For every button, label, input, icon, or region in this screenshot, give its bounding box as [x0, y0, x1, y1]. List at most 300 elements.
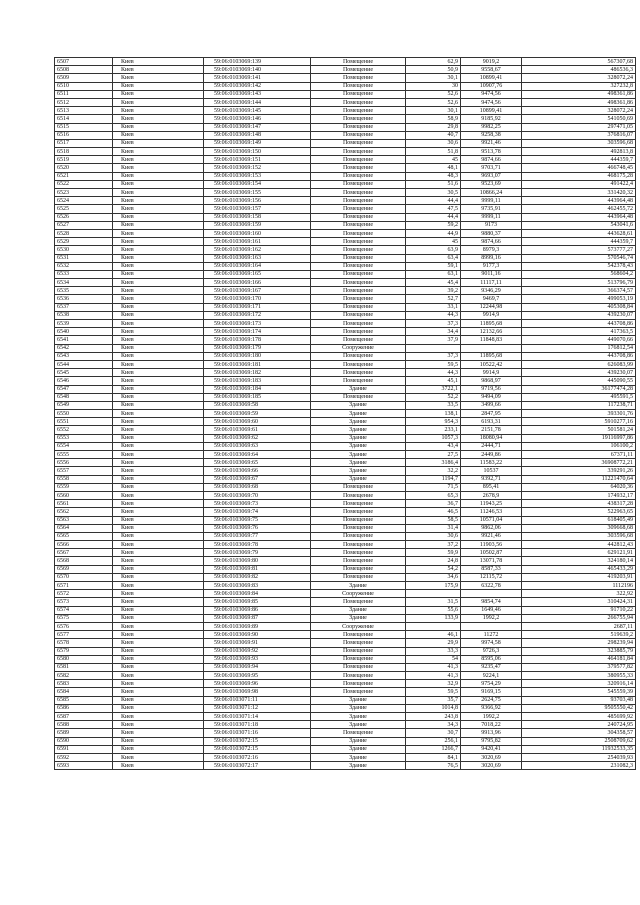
- table-row: [55, 418, 636, 426]
- city-cell: Киев: [113, 541, 204, 549]
- cadastral-value-cell: 573777,27: [522, 246, 636, 254]
- row-number: 6536: [55, 295, 113, 303]
- city-cell: Киев: [113, 475, 204, 483]
- row-number: 6556: [55, 459, 113, 467]
- cadastral-value-cell: 339291,26: [522, 467, 636, 475]
- table-row: [55, 295, 636, 303]
- city-cell: Киев: [113, 655, 204, 663]
- table-row: [55, 197, 636, 205]
- area-cell: 1194,7: [406, 475, 461, 483]
- area-cell: 31,4: [406, 524, 461, 532]
- city-cell: Киев: [113, 680, 204, 688]
- rate-cell: 9921,46: [461, 139, 522, 147]
- object-type-cell: Помещение: [311, 680, 406, 688]
- cadastral-value-cell: 91710,22: [522, 606, 636, 614]
- object-type-cell: Здание: [311, 459, 406, 467]
- cadastral-value-cell: 465433,29: [522, 565, 636, 573]
- rate-cell: 9346,29: [461, 287, 522, 295]
- row-number: 6522: [55, 180, 113, 188]
- object-type-cell: Помещение: [311, 598, 406, 606]
- row-number: 6526: [55, 213, 113, 221]
- area-cell: 27,5: [406, 451, 461, 459]
- object-type-cell: Помещение: [311, 631, 406, 639]
- cadastral-number-cell: 59:06:0103069:185: [204, 393, 311, 401]
- object-type-cell: Помещение: [311, 270, 406, 278]
- rate-cell: 9914,9: [461, 311, 522, 319]
- city-cell: Киев: [113, 418, 204, 426]
- object-type-cell: Помещение: [311, 148, 406, 156]
- rate-cell: 9921,46: [461, 532, 522, 540]
- row-number: 6565: [55, 532, 113, 540]
- cadastral-value-cell: 498361,86: [522, 98, 636, 106]
- object-type-cell: Помещение: [311, 164, 406, 172]
- row-number: 6569: [55, 565, 113, 573]
- cadastral-number-cell: 59:06:0103069:182: [204, 369, 311, 377]
- object-type-cell: Помещение: [311, 82, 406, 90]
- object-type-cell: Помещение: [311, 205, 406, 213]
- cadastral-value-cell: 11221470,64: [522, 475, 636, 483]
- rate-cell: 9258,38: [461, 131, 522, 139]
- object-type-cell: Здание: [311, 606, 406, 614]
- table-row: [55, 139, 636, 147]
- object-type-cell: Помещение: [311, 254, 406, 262]
- area-cell: 954,3: [406, 418, 461, 426]
- table-row: [55, 229, 636, 237]
- table-row: [55, 189, 636, 197]
- cadastral-value-cell: 498361,86: [522, 90, 636, 98]
- cadastral-number-cell: 59:06:0103071:12: [204, 704, 311, 712]
- table-row: [55, 115, 636, 123]
- cadastral-value-cell: 443964,48: [522, 197, 636, 205]
- area-cell: 34,4: [406, 328, 461, 336]
- row-number: 6519: [55, 156, 113, 164]
- area-cell: 52,6: [406, 90, 461, 98]
- rate-cell: 9185,92: [461, 115, 522, 123]
- object-type-cell: Помещение: [311, 90, 406, 98]
- object-type-cell: Помещение: [311, 639, 406, 647]
- cadastral-number-cell: 59:06:0103069:60: [204, 418, 311, 426]
- city-cell: Киев: [113, 483, 204, 491]
- cadastral-value-cell: 19116997,86: [522, 434, 636, 442]
- table-row: [55, 180, 636, 188]
- cadastral-value-cell: 513796,79: [522, 279, 636, 287]
- city-cell: Киев: [113, 369, 204, 377]
- table-row: [55, 516, 636, 524]
- city-cell: Киев: [113, 565, 204, 573]
- object-type-cell: Помещение: [311, 229, 406, 237]
- cadastral-value-cell: 449070,66: [522, 336, 636, 344]
- object-type-cell: Помещение: [311, 189, 406, 197]
- object-type-cell: Помещение: [311, 688, 406, 696]
- table-row: [55, 549, 636, 557]
- row-number: 6566: [55, 541, 113, 549]
- rate-cell: 8595,06: [461, 655, 522, 663]
- area-cell: 59,5: [406, 688, 461, 696]
- cadastral-number-cell: 59:06:0103069:157: [204, 205, 311, 213]
- cadastral-number-cell: 59:06:0103069:156: [204, 197, 311, 205]
- cadastral-value-cell: 626083,99: [522, 360, 636, 368]
- cadastral-value-cell: 298239,94: [522, 639, 636, 647]
- cadastral-number-cell: 59:06:0103069:80: [204, 557, 311, 565]
- cadastral-value-cell: 5910277,16: [522, 418, 636, 426]
- cadastral-value-cell: 462455,72: [522, 205, 636, 213]
- rate-cell: 12115,72: [461, 573, 522, 581]
- city-cell: Киев: [113, 311, 204, 319]
- rate-cell: 9224,1: [461, 672, 522, 680]
- cadastral-value-cell: 545559,39: [522, 688, 636, 696]
- cadastral-number-cell: 59:06:0103069:77: [204, 532, 311, 540]
- object-type-cell: Помещение: [311, 565, 406, 573]
- city-cell: Киев: [113, 508, 204, 516]
- row-number: 6510: [55, 82, 113, 90]
- row-number: 6573: [55, 598, 113, 606]
- cadastral-value-cell: 254039,93: [522, 753, 636, 761]
- table-row: [55, 524, 636, 532]
- object-type-cell: Здание: [311, 442, 406, 450]
- area-cell: 47,5: [406, 205, 461, 213]
- row-number: 6537: [55, 303, 113, 311]
- cadastral-number-cell: 59:06:0103069:86: [204, 606, 311, 614]
- area-cell: 35,7: [406, 696, 461, 704]
- table-row: [55, 369, 636, 377]
- cadastral-value-cell: 240724,95: [522, 721, 636, 729]
- row-number: 6533: [55, 270, 113, 278]
- city-cell: Киев: [113, 729, 204, 737]
- row-number: 6515: [55, 123, 113, 131]
- cadastral-value-cell: 231082,3: [522, 762, 636, 770]
- cadastral-number-cell: 59:06:0103069:146: [204, 115, 311, 123]
- rate-cell: 10537: [461, 467, 522, 475]
- area-cell: 43,4: [406, 442, 461, 450]
- table-row: [55, 156, 636, 164]
- city-cell: Киев: [113, 221, 204, 229]
- cadastral-value-cell: 501581,24: [522, 426, 636, 434]
- cadastral-number-cell: 59:06:0103069:74: [204, 508, 311, 516]
- row-number: 6588: [55, 721, 113, 729]
- city-cell: Киев: [113, 328, 204, 336]
- cadastral-value-cell: 543041,6: [522, 221, 636, 229]
- area-cell: 51,8: [406, 148, 461, 156]
- object-type-cell: Помещение: [311, 336, 406, 344]
- table-row: [55, 655, 636, 663]
- row-number: 6516: [55, 131, 113, 139]
- cadastral-number-cell: 59:06:0103069:167: [204, 287, 311, 295]
- row-number: 6523: [55, 189, 113, 197]
- city-cell: Киев: [113, 491, 204, 499]
- cadastral-number-cell: 59:06:0103069:160: [204, 229, 311, 237]
- area-cell: 48,1: [406, 164, 461, 172]
- row-number: 6532: [55, 262, 113, 270]
- cadastral-number-cell: 59:06:0103069:147: [204, 123, 311, 131]
- rate-cell: 2444,71: [461, 442, 522, 450]
- cadastral-value-cell: 366374,57: [522, 287, 636, 295]
- object-type-cell: Здание: [311, 434, 406, 442]
- city-cell: Киев: [113, 762, 204, 770]
- row-number: 6525: [55, 205, 113, 213]
- object-type-cell: Сооружение: [311, 622, 406, 630]
- cadastral-value-cell: 106100,2: [522, 442, 636, 450]
- cadastral-number-cell: 59:06:0103069:76: [204, 524, 311, 532]
- area-cell: 50,9: [406, 66, 461, 74]
- city-cell: Киев: [113, 614, 204, 622]
- object-type-cell: Помещение: [311, 541, 406, 549]
- area-cell: 65,3: [406, 491, 461, 499]
- object-type-cell: Помещение: [311, 197, 406, 205]
- object-type-cell: Помещение: [311, 500, 406, 508]
- area-cell: 3186,4: [406, 459, 461, 467]
- table-row: [55, 344, 636, 352]
- row-number: 6538: [55, 311, 113, 319]
- city-cell: Киев: [113, 672, 204, 680]
- object-type-cell: Помещение: [311, 393, 406, 401]
- rate-cell: 8979,3: [461, 246, 522, 254]
- cadastral-value-cell: 445090,55: [522, 377, 636, 385]
- object-type-cell: Помещение: [311, 295, 406, 303]
- cadastral-number-cell: 59:06:0103069:85: [204, 598, 311, 606]
- cadastral-number-cell: 59:06:0103069:165: [204, 270, 311, 278]
- area-cell: 29,9: [406, 639, 461, 647]
- table-row: [55, 606, 636, 614]
- row-number: 6584: [55, 688, 113, 696]
- city-cell: Киев: [113, 66, 204, 74]
- area-cell: 34,3: [406, 721, 461, 729]
- object-type-cell: Помещение: [311, 213, 406, 221]
- area-cell: 37,2: [406, 541, 461, 549]
- cadastral-value-cell: 464181,84: [522, 655, 636, 663]
- rate-cell: 2449,86: [461, 451, 522, 459]
- object-type-cell: Помещение: [311, 483, 406, 491]
- object-type-cell: Помещение: [311, 516, 406, 524]
- area-cell: 1266,7: [406, 745, 461, 753]
- row-number: 6553: [55, 434, 113, 442]
- cadastral-value-cell: 376816,07: [522, 131, 636, 139]
- rate-cell: 11895,68: [461, 320, 522, 328]
- cadastral-number-cell: 59:06:0103071:16: [204, 729, 311, 737]
- row-number: 6571: [55, 582, 113, 590]
- cadastral-value-cell: 499053,19: [522, 295, 636, 303]
- rate-cell: 9726,3: [461, 647, 522, 655]
- area-cell: 138,1: [406, 410, 461, 418]
- city-cell: Киев: [113, 467, 204, 475]
- area-cell: 63,4: [406, 254, 461, 262]
- table-row: [55, 573, 636, 581]
- row-number: 6590: [55, 737, 113, 745]
- row-number: 6541: [55, 336, 113, 344]
- row-number: 6513: [55, 107, 113, 115]
- cadastral-value-cell: 1112196: [522, 582, 636, 590]
- table-row: [55, 393, 636, 401]
- area-cell: 1057,3: [406, 434, 461, 442]
- row-number: 6564: [55, 524, 113, 532]
- cadastral-number-cell: 59:06:0103071:18: [204, 721, 311, 729]
- cadastral-number-cell: 59:06:0103069:171: [204, 303, 311, 311]
- row-number: 6586: [55, 704, 113, 712]
- rate-cell: 2624,75: [461, 696, 522, 704]
- table-row: [55, 557, 636, 565]
- table-row: [55, 238, 636, 246]
- row-number: 6578: [55, 639, 113, 647]
- rate-cell: 895,41: [461, 483, 522, 491]
- cadastral-number-cell: 59:06:0103069:158: [204, 213, 311, 221]
- cadastral-value-cell: 380955,33: [522, 672, 636, 680]
- city-cell: Киев: [113, 139, 204, 147]
- city-cell: Киев: [113, 98, 204, 106]
- cadastral-number-cell: 59:06:0103071:14: [204, 713, 311, 721]
- table-row: [55, 753, 636, 761]
- city-cell: Киев: [113, 90, 204, 98]
- cadastral-number-cell: 59:06:0103069:58: [204, 401, 311, 409]
- table-row: [55, 696, 636, 704]
- cadastral-number-cell: 59:06:0103069:98: [204, 688, 311, 696]
- area-cell: 175,9: [406, 582, 461, 590]
- cadastral-number-cell: 59:06:0103069:82: [204, 573, 311, 581]
- cadastral-value-cell: 2508709,62: [522, 737, 636, 745]
- cadastral-value-cell: 327232,8: [522, 82, 636, 90]
- object-type-cell: Помещение: [311, 647, 406, 655]
- row-number: 6524: [55, 197, 113, 205]
- cadastral-value-cell: 393301,76: [522, 410, 636, 418]
- rate-cell: [461, 590, 522, 598]
- cadastral-value-cell: 541050,69: [522, 115, 636, 123]
- cadastral-value-cell: 491422,4: [522, 180, 636, 188]
- area-cell: 44,9: [406, 229, 461, 237]
- cadastral-value-cell: 522963,65: [522, 508, 636, 516]
- area-cell: 41,3: [406, 672, 461, 680]
- cadastral-number-cell: 59:06:0103069:95: [204, 672, 311, 680]
- cadastral-number-cell: 59:06:0103072:15: [204, 745, 311, 753]
- row-number: 6551: [55, 418, 113, 426]
- rate-cell: 9366,92: [461, 704, 522, 712]
- object-type-cell: Здание: [311, 704, 406, 712]
- cadastral-value-cell: 64020,36: [522, 483, 636, 491]
- object-type-cell: Помещение: [311, 131, 406, 139]
- city-cell: Киев: [113, 442, 204, 450]
- table-row: [55, 131, 636, 139]
- table-row: [55, 254, 636, 262]
- rate-cell: 11583,22: [461, 459, 522, 467]
- cadastral-value-cell: 486536,3: [522, 66, 636, 74]
- cadastral-value-cell: 67371,11: [522, 451, 636, 459]
- area-cell: 51,6: [406, 180, 461, 188]
- cadastral-value-cell: 443708,86: [522, 320, 636, 328]
- table-row: [55, 360, 636, 368]
- city-cell: Киев: [113, 745, 204, 753]
- object-type-cell: Здание: [311, 762, 406, 770]
- rate-cell: 9880,37: [461, 229, 522, 237]
- row-number: 6546: [55, 377, 113, 385]
- cadastral-value-cell: 323885,79: [522, 647, 636, 655]
- city-cell: Киев: [113, 213, 204, 221]
- cadastral-number-cell: 59:06:0103069:140: [204, 66, 311, 74]
- rate-cell: 9392,71: [461, 475, 522, 483]
- area-cell: 30,5: [406, 189, 461, 197]
- object-type-cell: Помещение: [311, 352, 406, 360]
- cadastral-value-cell: 417363,5: [522, 328, 636, 336]
- object-type-cell: Помещение: [311, 303, 406, 311]
- row-number: 6529: [55, 238, 113, 246]
- rate-cell: 9494,09: [461, 393, 522, 401]
- cadastral-value-cell: 11932533,35: [522, 745, 636, 753]
- rate-cell: 10907,76: [461, 82, 522, 90]
- object-type-cell: Здание: [311, 582, 406, 590]
- object-type-cell: Помещение: [311, 557, 406, 565]
- table-row: [55, 434, 636, 442]
- cadastral-value-cell: 439230,07: [522, 311, 636, 319]
- city-cell: Киев: [113, 385, 204, 393]
- table-row: [55, 279, 636, 287]
- object-type-cell: Помещение: [311, 508, 406, 516]
- area-cell: 256,1: [406, 737, 461, 745]
- table-row: [55, 107, 636, 115]
- area-cell: [406, 344, 461, 352]
- cadastral-number-cell: 59:06:0103069:90: [204, 631, 311, 639]
- row-number: 6518: [55, 148, 113, 156]
- rate-cell: 10899,41: [461, 107, 522, 115]
- cadastral-value-cell: 495591,5: [522, 393, 636, 401]
- rate-cell: 9795,82: [461, 737, 522, 745]
- area-cell: 59,2: [406, 221, 461, 229]
- area-cell: 133,9: [406, 614, 461, 622]
- area-cell: 33,5: [406, 401, 461, 409]
- city-cell: Киев: [113, 336, 204, 344]
- area-cell: 31,5: [406, 598, 461, 606]
- object-type-cell: Помещение: [311, 491, 406, 499]
- object-type-cell: Помещение: [311, 532, 406, 540]
- row-number: 6562: [55, 508, 113, 516]
- area-cell: 34,6: [406, 573, 461, 581]
- rate-cell: 8999,16: [461, 254, 522, 262]
- row-number: 6521: [55, 172, 113, 180]
- area-cell: 52,7: [406, 295, 461, 303]
- cadastral-value-cell: 618405,49: [522, 516, 636, 524]
- table-row: [55, 205, 636, 213]
- table-row: [55, 336, 636, 344]
- cadastral-value-cell: 310424,31: [522, 598, 636, 606]
- cadastral-number-cell: 59:06:0103069:173: [204, 320, 311, 328]
- rate-cell: 9874,66: [461, 156, 522, 164]
- table-row: [55, 90, 636, 98]
- object-type-cell: Помещение: [311, 66, 406, 74]
- area-cell: 3722,1: [406, 385, 461, 393]
- city-cell: Киев: [113, 197, 204, 205]
- cadastral-number-cell: 59:06:0103069:154: [204, 180, 311, 188]
- property-table: [54, 57, 636, 770]
- table-row: [55, 639, 636, 647]
- rate-cell: 11117,11: [461, 279, 522, 287]
- cadastral-number-cell: 59:06:0103069:89: [204, 622, 311, 630]
- cadastral-value-cell: 629121,91: [522, 549, 636, 557]
- row-number: 6528: [55, 229, 113, 237]
- object-type-cell: Здание: [311, 475, 406, 483]
- city-cell: Киев: [113, 320, 204, 328]
- rate-cell: 9558,67: [461, 66, 522, 74]
- row-number: 6585: [55, 696, 113, 704]
- cadastral-value-cell: 405308,84: [522, 303, 636, 311]
- cadastral-number-cell: 59:06:0103069:141: [204, 74, 311, 82]
- cadastral-value-cell: 36908772,21: [522, 459, 636, 467]
- table-row: [55, 401, 636, 409]
- cadastral-number-cell: 59:06:0103069:61: [204, 426, 311, 434]
- table-row: [55, 410, 636, 418]
- rate-cell: 6193,31: [461, 418, 522, 426]
- rate-cell: 9854,74: [461, 598, 522, 606]
- row-number: 6576: [55, 622, 113, 630]
- object-type-cell: Здание: [311, 451, 406, 459]
- city-cell: Киев: [113, 524, 204, 532]
- table-row: [55, 614, 636, 622]
- row-number: 6511: [55, 90, 113, 98]
- city-cell: Киев: [113, 704, 204, 712]
